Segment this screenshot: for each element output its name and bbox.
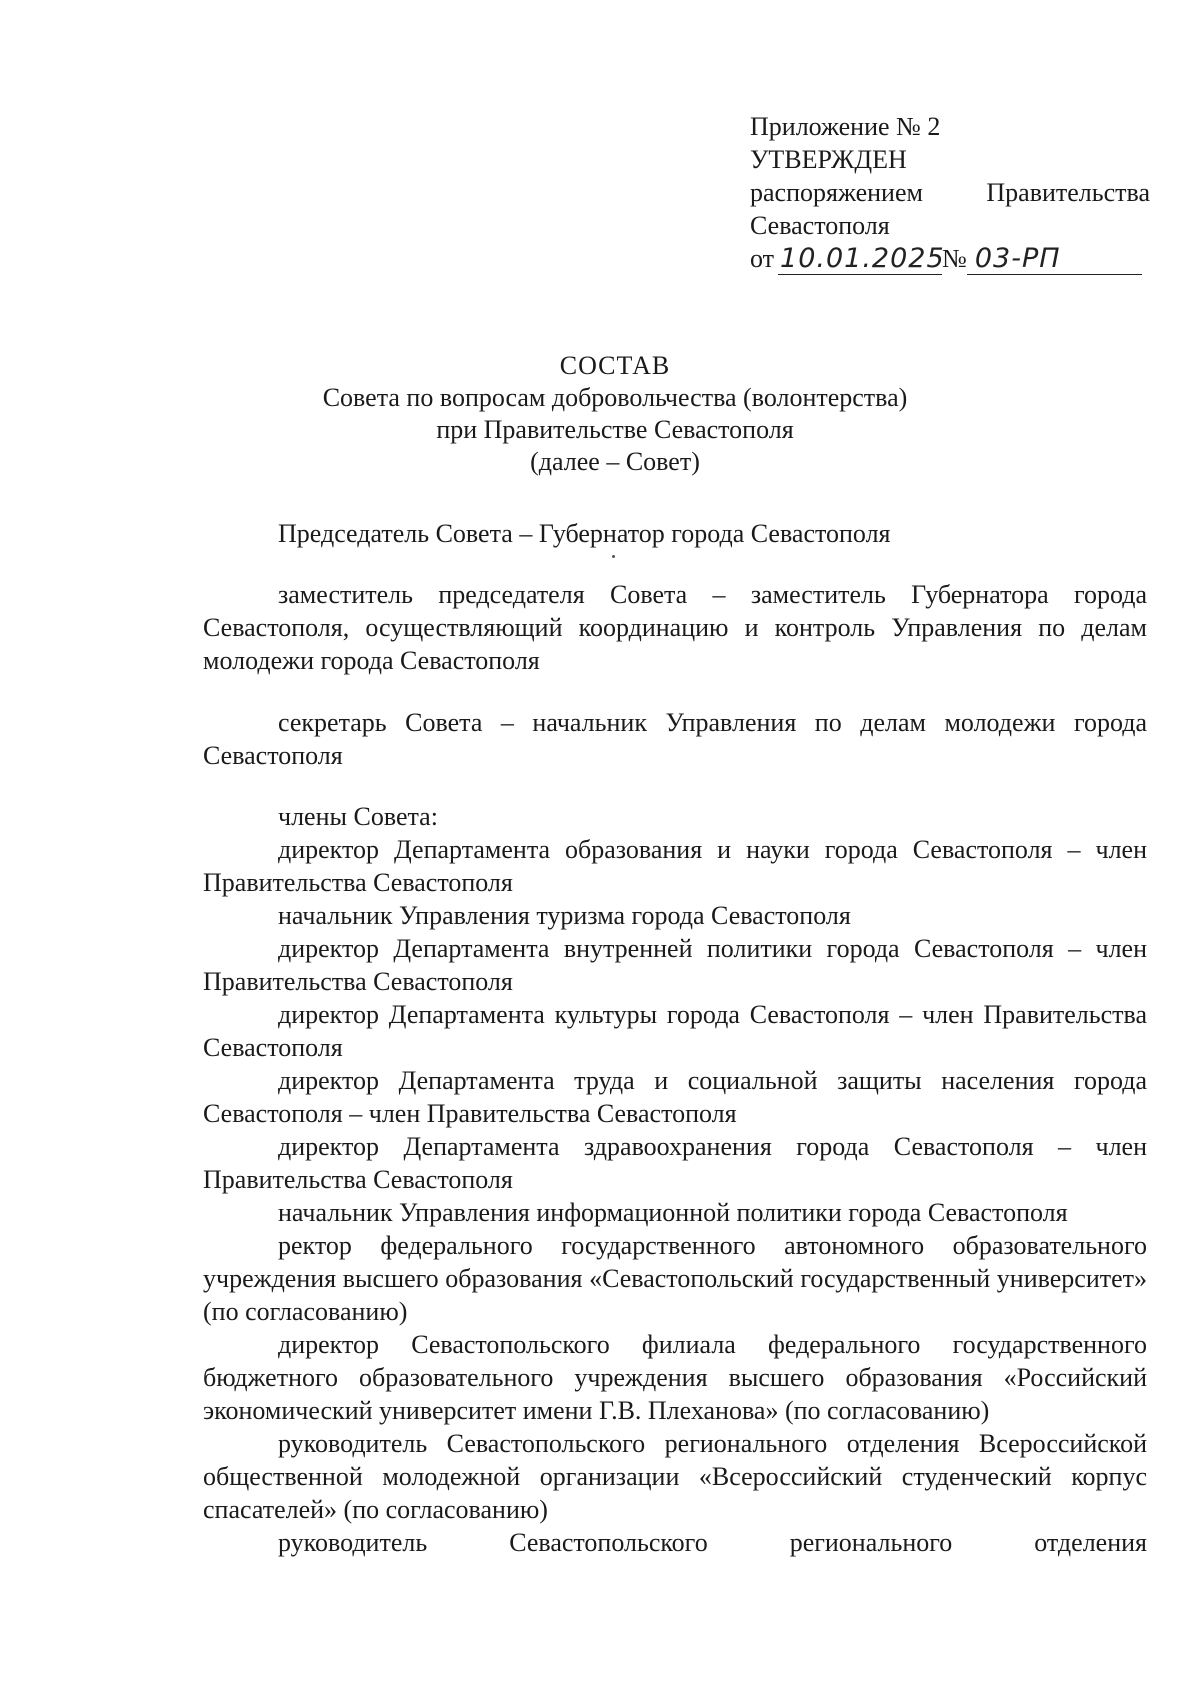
by-order-line xyxy=(750,176,1150,209)
member-item: ректор федерального государственного автономного образовательного учреждения высшего образования «Севастопольский государственный университет» (по согласованию) xyxy=(203,1231,1147,1326)
member-item: директор Севастопольского филиала федерального государственного бюджетного образовательного учреждения высшего образования «Российский экономический университет имени Г.В. Плеханова» (по согласованию) xyxy=(203,1330,1147,1425)
member-item: директор Департамента труда и социальной защиты населения города Севастополя – член Правительства Севастополя xyxy=(203,1066,1147,1128)
member-item: директор Департамента образования и науки города Севастополя – член Правительства Севастополя xyxy=(203,835,1147,897)
heading-line-1: Совета по вопросам добровольчества (волонтерства) xyxy=(322,383,908,412)
number-sign: № xyxy=(942,244,967,273)
secretary-section xyxy=(203,706,1147,772)
members-heading: члены Совета: xyxy=(278,802,438,831)
date-prefix: от xyxy=(750,244,775,273)
approved-label: УТВЕРЖДЕН xyxy=(750,145,907,174)
deputy-text: заместитель председателя Совета – заместитель Губернатора города Севастополя, осуществляющий координацию и контроль Управления по делам молодежи города Севастополя xyxy=(203,580,1147,675)
member-item: директор Департамента здравоохранения города Севастополя – член Правительства Севастополя xyxy=(203,1132,1147,1194)
date-number-row xyxy=(750,242,1150,275)
heading-line-3: (далее – Совет) xyxy=(530,447,700,476)
handwritten-number: 03-РП xyxy=(967,244,1142,275)
by-order-gov: Правительства xyxy=(986,178,1150,207)
member-item: начальник Управления информационной политики города Севастополя xyxy=(278,1198,1068,1227)
scan-speck xyxy=(612,555,615,558)
document-title: СОСТАВ xyxy=(559,351,671,380)
deputy-section xyxy=(203,578,1147,677)
approval-city: Севастополя xyxy=(750,211,890,240)
members-section xyxy=(203,800,1147,1559)
member-item: директор Департамента культуры города Севастополя – член Правительства Севастополя xyxy=(203,1000,1147,1062)
heading-line-2: при Правительстве Севастополя xyxy=(436,415,794,444)
member-item: директор Департамента внутренней политики города Севастополя – член Правительства Севастополя xyxy=(203,934,1147,996)
document-heading xyxy=(200,350,1030,478)
secretary-text: секретарь Совета – начальник Управления по делам молодежи города Севастополя xyxy=(203,708,1147,770)
handwritten-date: 10.01.2025 xyxy=(780,243,945,274)
chairman-text: Председатель Совета – Губернатор города Севастополя xyxy=(278,519,891,548)
appendix-number: Приложение № 2 xyxy=(750,112,941,141)
member-item: начальник Управления туризма города Севастополя xyxy=(278,901,851,930)
approval-block xyxy=(750,110,1150,275)
chairman-section xyxy=(203,517,1147,550)
by-order-word: распоряжением xyxy=(750,178,923,207)
member-item: руководитель Севастопольского регионального отделения Всероссийской общественной молодежной организации «Всероссийский студенческий корпус спасателей» (по согласованию) xyxy=(203,1429,1147,1524)
member-item: руководитель Севастопольского регионального отделения xyxy=(278,1528,1147,1557)
